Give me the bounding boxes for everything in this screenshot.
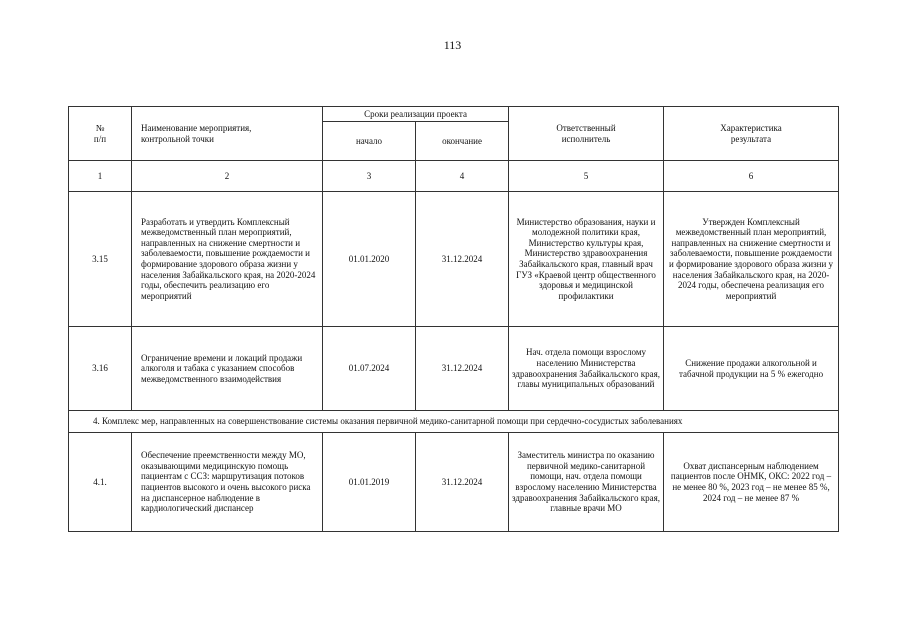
row-num: 3.15 <box>69 192 132 327</box>
row-start: 01.07.2024 <box>323 327 416 411</box>
header-num: № п/п <box>69 107 132 161</box>
table-row <box>69 192 839 327</box>
header-responsible: Ответственный исполнитель <box>509 107 664 161</box>
section-row <box>69 411 839 433</box>
column-number: 6 <box>664 161 839 192</box>
row-responsible: Министерство образования, науки и молодежной политики края, Министерство культуры края, Министерство здравоохранения Забайкальского края, главный врач ГУЗ «Краевой центр общественного здоровья и медицинской профилактики <box>509 192 664 327</box>
row-end: 31.12.2024 <box>416 192 509 327</box>
header-start: начало <box>323 122 416 161</box>
action-plan-table <box>68 106 839 532</box>
row-num: 4.1. <box>69 433 132 532</box>
table-row <box>69 433 839 532</box>
header-period: Сроки реализации проекта <box>323 107 509 122</box>
column-number: 5 <box>509 161 664 192</box>
row-responsible: Нач. отдела помощи взрослому населению Министерства здравоохранения Забайкальского края, главы муниципальных образований <box>509 327 664 411</box>
header-result: Характеристика результата <box>664 107 839 161</box>
header-name: Наименование мероприятия, контрольной точки <box>132 107 323 161</box>
row-name: Обеспечение преемственности между МО, оказывающими медицинскую помощь пациентам с ССЗ: маршрутизация потоков пациентов высокого и очень высокого риска на диспансерное наблюдение в кардиологический диспансер <box>132 433 323 532</box>
row-start: 01.01.2019 <box>323 433 416 532</box>
column-number: 4 <box>416 161 509 192</box>
row-num: 3.16 <box>69 327 132 411</box>
row-end: 31.12.2024 <box>416 327 509 411</box>
row-result: Снижение продажи алкогольной и табачной продукции на 5 % ежегодно <box>664 327 839 411</box>
page-number: 113 <box>443 38 462 52</box>
row-end: 31.12.2024 <box>416 433 509 532</box>
column-number: 3 <box>323 161 416 192</box>
header-end: окончание <box>416 122 509 161</box>
row-result: Утвержден Комплексный межведомственный план мероприятий, направленных на снижение смертности и заболеваемости, повышение рождаемости и формирование здорового образа жизни у населения Забайкальского края, на 2020-2024 годы, обеспечена реализация его мероприятий <box>664 192 839 327</box>
row-name: Разработать и утвердить Комплексный межведомственный план мероприятий, направленных на снижение смертности и заболеваемости, повышение рождаемости и формирование здорового образа жизни у населения Забайкальского края, на 2020-2024 годы, обеспечить реализацию его мероприятий <box>132 192 323 327</box>
row-start: 01.01.2020 <box>323 192 416 327</box>
row-name: Ограничение времени и локаций продажи алкоголя и табака с указанием способов межведомственного взаимодействия <box>132 327 323 411</box>
section-heading: 4. Комплекс мер, направленных на совершенствование системы оказания первичной медико-санитарной помощи при сердечно-сосудистых заболеваниях <box>69 411 839 433</box>
row-responsible: Заместитель министра по оказанию первичной медико-санитарной помощи, нач. отдела помощи взрослому населению Министерства здравоохранения Забайкальского края, главные врачи МО <box>509 433 664 532</box>
row-result: Охват диспансерным наблюдением пациентов после ОНМК, ОКС: 2022 год – не менее 80 %, 2023 год – не менее 85 %, 2024 год – не менее 87 % <box>664 433 839 532</box>
column-number: 1 <box>69 161 132 192</box>
column-number: 2 <box>132 161 323 192</box>
table-row <box>69 327 839 411</box>
